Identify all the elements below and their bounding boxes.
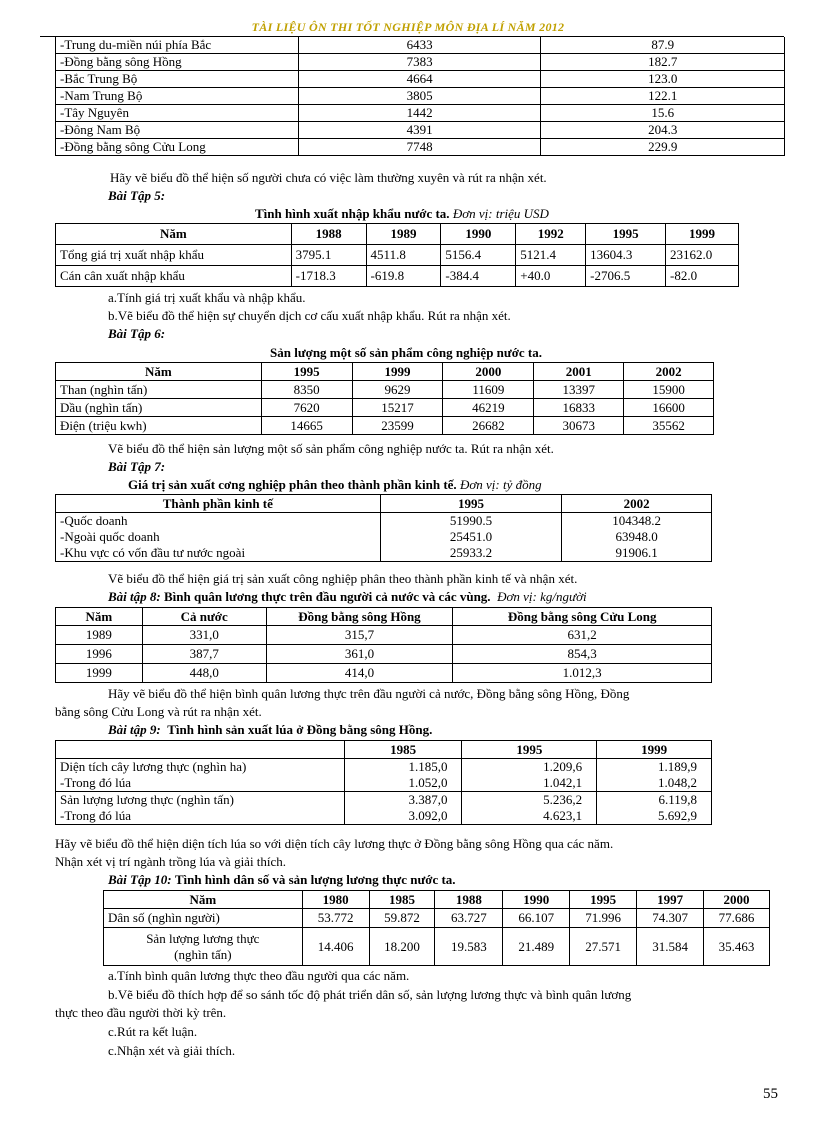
bt6-title: Bài Tập 6: <box>108 326 166 341</box>
table-row: -Trong đó lúa 1.052,0 1.042,1 1.048,2 <box>56 775 712 792</box>
table-header: 1985 1995 1999 <box>56 741 712 759</box>
table-row: 1989 331,0 315,7 631,2 <box>56 626 712 645</box>
bt8-heading: Bài tập 8: Bình quân lương thực trên đầu người cả nước và các vùng. Đơn vị: kg/người <box>108 589 587 604</box>
page-header: TÀI LIỆU ÔN THI TỐT NGHIỆP MÔN ĐỊA LÍ NĂM 2012 <box>251 20 565 34</box>
table-row: -Đồng bằng sông Cửu Long 7748 229.9 <box>56 139 785 156</box>
table-row: -Khu vực có vốn đầu tư nước ngoài 25933.2 91906.1 <box>56 545 712 562</box>
table-row: Dầu (nghìn tấn) 7620 15217 46219 16833 16600 <box>56 399 714 417</box>
bt10-heading: Bài Tập 10: Tình hình dân số và sản lượng lương thực nước ta. <box>108 872 456 887</box>
bt10-table <box>103 890 770 966</box>
bt5-task-a: a.Tính giá trị xuất khẩu và nhập khẩu. <box>108 290 306 305</box>
table-row: -Bắc Trung Bộ 4664 123.0 <box>56 71 785 88</box>
bt8-table <box>55 607 712 683</box>
bt5-title: Bài Tập 5: <box>108 188 166 203</box>
bt8-note-line1: Hãy vẽ biểu đồ thể hiện bình quân lương thực trên đầu người cả nước, Đồng bằng sông Hồng, Đồng <box>108 686 630 701</box>
table-row: -Đồng bằng sông Hồng 7383 182.7 <box>56 54 785 71</box>
bt10-task-c1: c.Rút ra kết luận. <box>108 1024 198 1039</box>
table-row: Than (nghìn tấn) 8350 9629 11609 13397 15900 <box>56 381 714 399</box>
table-header: Năm 1988 1989 1990 1992 1995 1999 <box>56 224 739 245</box>
table-row: -Đông Nam Bộ 4391 204.3 <box>56 122 785 139</box>
bt8-note-line2: bằng sông Cửu Long và rút ra nhận xét. <box>55 704 262 719</box>
table-header: Năm 1995 1999 2000 2001 2002 <box>56 363 714 381</box>
table-row: -Nam Trung Bộ 3805 122.1 <box>56 88 785 105</box>
bt6-caption: Sản lượng một số sản phẩm công nghiệp nước ta. <box>270 345 542 360</box>
bt9-heading: Bài tập 9: Tình hình sản xuất lúa ở Đồng bằng sông Hồng. <box>108 722 433 737</box>
bt7-note: Vẽ biểu đồ thể hiện giá trị sản xuất công nghiệp phân theo thành phần kinh tế và nhận xét. <box>108 571 578 586</box>
bt10-task-c2: c.Nhận xét và giải thích. <box>108 1043 236 1058</box>
table-row: Cán cân xuất nhập khẩu -1718.3 -619.8 -384.4 +40.0 -2706.5 -82.0 <box>56 266 739 287</box>
table-row: Điện (triệu kwh) 14665 23599 26682 30673 35562 <box>56 417 714 435</box>
page-number: 55 <box>763 1086 778 1102</box>
table-row: Sản lượng lương thực (nghìn tấn) 3.387,0 5.236,2 6.119,8 <box>56 792 712 809</box>
table-row: -Ngoài quốc doanh 25451.0 63948.0 <box>56 529 712 545</box>
bt9-note-line1: Hãy vẽ biểu đồ thể hiện diện tích lúa so với diện tích cây lương thực ở Đồng bằng sông Hồng qua các năm. <box>55 836 614 851</box>
bt6-note: Vẽ biểu đồ thể hiện sản lượng một số sản phẩm công nghiệp nước ta. Rút ra nhận xét. <box>108 441 554 456</box>
bt9-table <box>55 740 712 825</box>
bt6-table <box>55 362 714 435</box>
bt10-task-a: a.Tính bình quân lương thực theo đầu người qua các năm. <box>108 968 410 983</box>
bt7-table <box>55 494 712 562</box>
table-row: Tổng giá trị xuất nhập khẩu 3795.1 4511.8 5156.4 5121.4 13604.3 23162.0 <box>56 245 739 266</box>
bt10-task-b-line2: thực theo đầu người thời kỳ trên. <box>55 1005 227 1020</box>
table-row: 1999 448,0 414,0 1.012,3 <box>56 664 712 683</box>
table-row: -Trong đó lúa 3.092,0 4.623,1 5.692,9 <box>56 808 712 825</box>
table-row: -Quốc doanh 51990.5 104348.2 <box>56 513 712 530</box>
table-row: Sản lượng lương thực (nghìn tấn) 14.406 18.200 19.583 21.489 27.571 31.584 35.463 <box>104 928 770 966</box>
table-header: Năm Cả nước Đồng bằng sông Hồng Đồng bằng sông Cửu Long <box>56 608 712 626</box>
table-header: Năm 1980 1985 1988 1990 1995 1997 2000 <box>104 891 770 909</box>
table-row: Diện tích cây lương thực (nghìn ha) 1.185,0 1.209,6 1.189,9 <box>56 759 712 776</box>
bt10-task-b-line1: b.Vẽ biểu đồ thích hợp để so sánh tốc độ phát triển dân số, sản lượng lương thực và bình quân lương <box>108 987 632 1002</box>
table-row: 1996 387,7 361,0 854,3 <box>56 645 712 664</box>
bt9-note-line2: Nhận xét vị trí ngành trồng lúa và giải thích. <box>55 854 287 869</box>
table-header: Thành phần kinh tế 1995 2002 <box>56 495 712 513</box>
bt5-table <box>55 223 739 287</box>
table-row: -Trung du-miền núi phía Bắc 6433 87.9 <box>56 37 785 54</box>
unemployment-table <box>55 37 785 156</box>
bt7-caption: Giá trị sản xuất cơng nghiệp phân theo thành phần kinh tế. Đơn vị: tỷ đồng <box>128 477 542 492</box>
table-row: -Tây Nguyên 1442 15.6 <box>56 105 785 122</box>
t0-note: Hãy vẽ biểu đồ thể hiện số người chưa có việc làm thường xuyên và rút ra nhận xét. <box>110 170 547 185</box>
bt5-task-b: b.Vẽ biểu đồ thể hiện sự chuyển dịch cơ cấu xuất nhập khẩu. Rút ra nhận xét. <box>108 308 511 323</box>
table-row: Dân số (nghìn người) 53.772 59.872 63.727 66.107 71.996 74.307 77.686 <box>104 909 770 928</box>
bt5-caption: Tình hình xuất nhập khẩu nước ta. Đơn vị: triệu USD <box>255 206 549 221</box>
bt7-title: Bài Tập 7: <box>108 459 166 474</box>
